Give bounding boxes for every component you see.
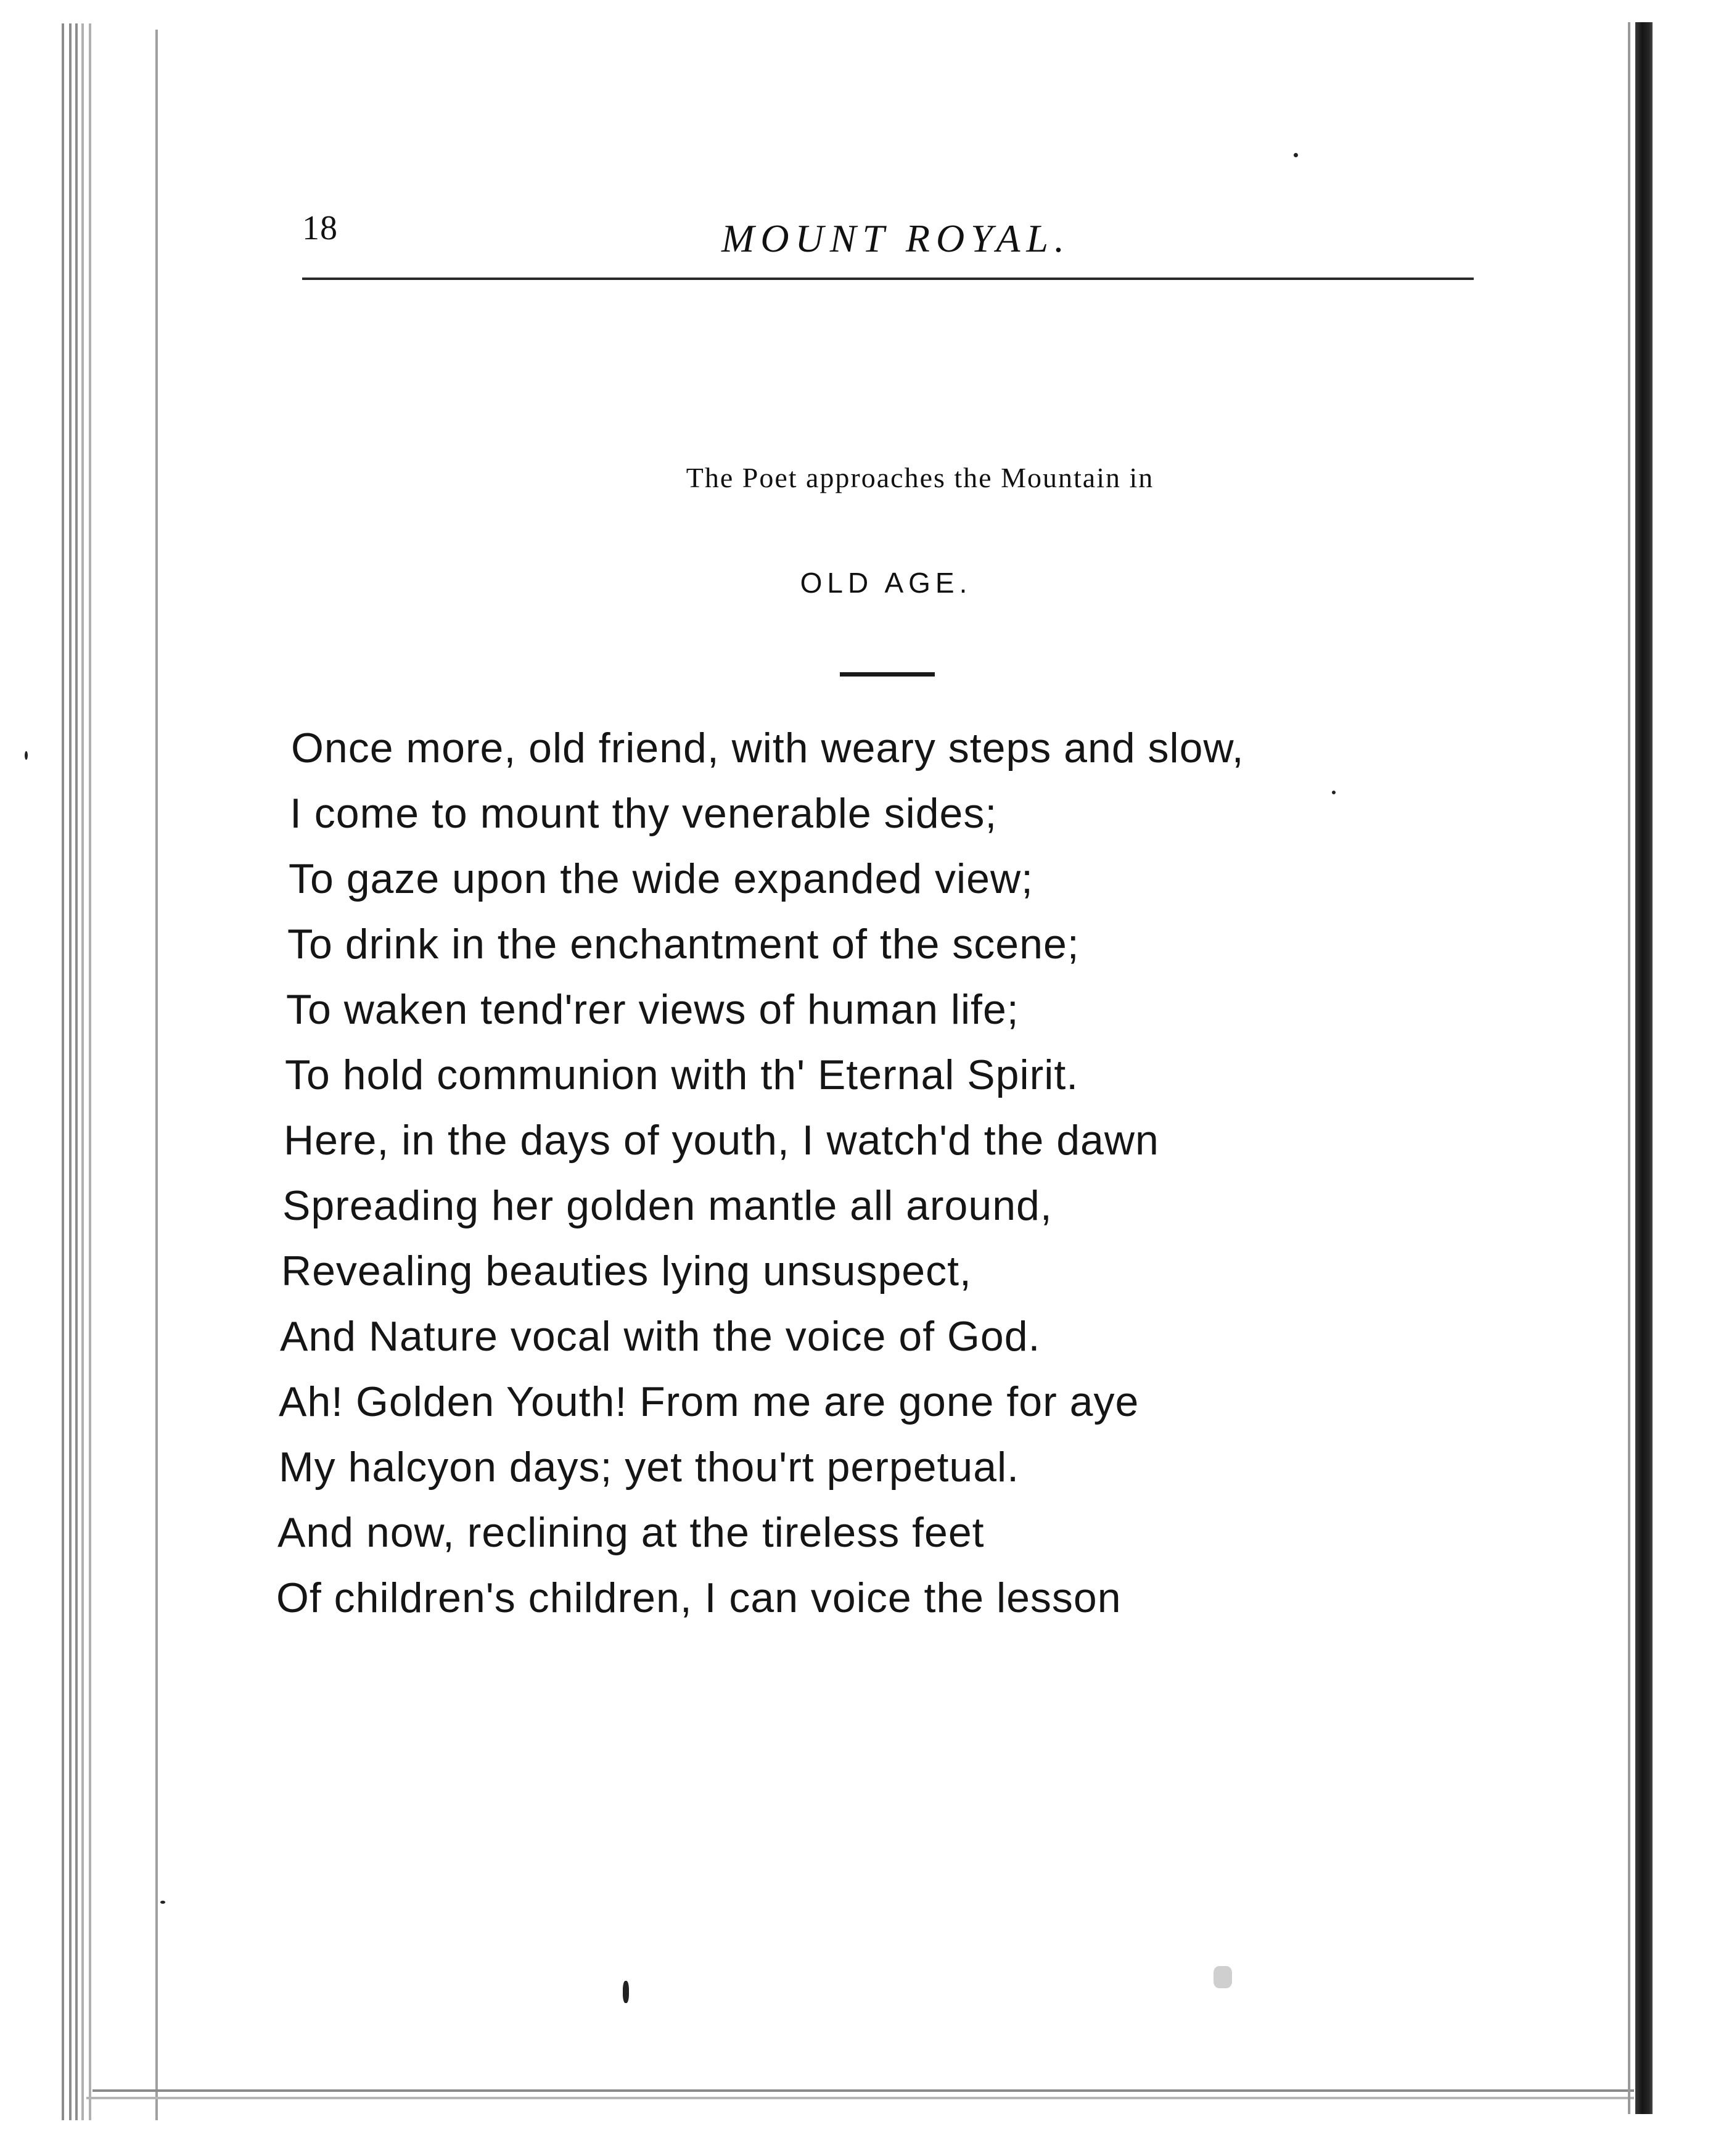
- book-binding: [1635, 22, 1653, 2114]
- poem-line: And now, reclining at the tireless feet: [277, 1509, 985, 1556]
- poem-line: And Nature vocal with the voice of God.: [280, 1313, 1041, 1360]
- scan-speck: [623, 1981, 629, 2003]
- poem-line: Of children's children, I can voice the lesson: [276, 1574, 1122, 1621]
- poem-line: Here, in the days of youth, I watch'd the dawn: [284, 1117, 1159, 1164]
- page-edge-line: [155, 30, 158, 2120]
- poem-line: To gaze upon the wide expanded view;: [289, 855, 1033, 902]
- page-edge-line: [89, 23, 91, 2120]
- poem-line: To waken tend'rer views of human life;: [286, 986, 1019, 1033]
- poem-line: To drink in the enchantment of the scene;: [287, 921, 1080, 968]
- running-head: MOUNT ROYAL.: [721, 216, 1070, 260]
- poem-line: Ah! Golden Youth! From me are gone for aye: [279, 1378, 1140, 1425]
- poem-line: To hold communion with th' Eternal Spirit.: [285, 1051, 1079, 1098]
- scan-speck: [25, 751, 28, 760]
- poem-line: I come to mount thy venerable sides;: [290, 790, 998, 837]
- page-edge-line: [69, 23, 72, 2120]
- poem-line: Revealing beauties lying unsuspect,: [281, 1248, 972, 1294]
- page-edge-line: [62, 23, 64, 2120]
- stacked-page-edges: [62, 23, 160, 2120]
- page-edge-line: [75, 23, 78, 2120]
- scan-speck: [1332, 791, 1336, 794]
- page-number: 18: [302, 209, 338, 247]
- header-rule: [302, 278, 1474, 280]
- section-subtitle: The Poet approaches the Mountain in: [686, 462, 1154, 493]
- poem-body: [276, 715, 1327, 1631]
- poem-line: Spreading her golden mantle all around,: [282, 1182, 1053, 1229]
- scan-speck: [160, 1901, 165, 1904]
- poem-line: Once more, old friend, with weary steps and slow,: [291, 725, 1244, 771]
- scan-speck: [1294, 153, 1298, 157]
- page-bottom-edge: [92, 2089, 1634, 2092]
- scan-speck: [1214, 1966, 1232, 1988]
- poem-line: My halcyon days; yet thou'rt perpetual.: [279, 1444, 1020, 1491]
- section-title: OLD AGE.: [800, 567, 972, 599]
- ornament-rule: [840, 672, 935, 677]
- page-bottom-edge: [86, 2097, 1634, 2099]
- page-edge-line: [81, 23, 84, 2120]
- right-page-edge: [1628, 22, 1630, 2114]
